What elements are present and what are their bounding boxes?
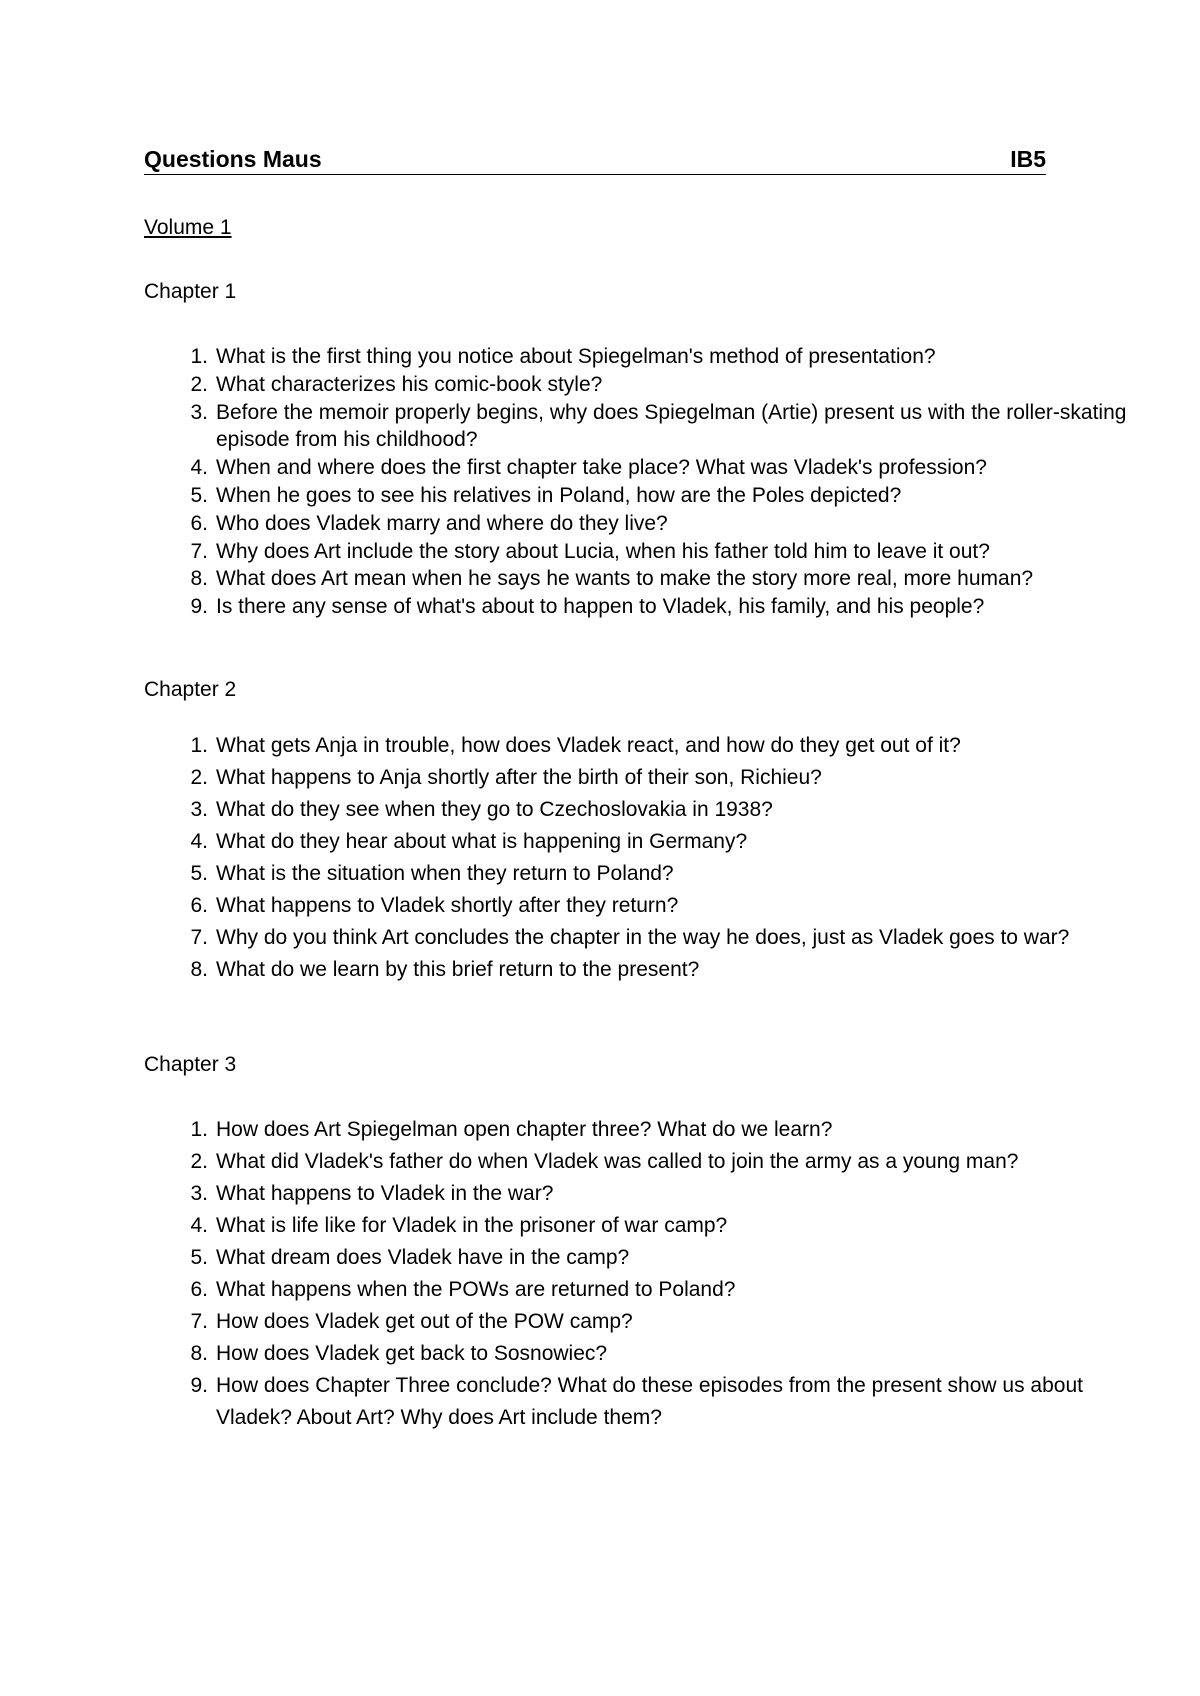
- question-text: How does Vladek get back to Sosnowiec?: [216, 1342, 608, 1365]
- question-item: 2. What happens to Anja shortly after the birth of their son, Richieu?: [190, 766, 822, 789]
- chapter-3-heading: Chapter 3: [144, 1053, 237, 1076]
- question-text: How does Chapter Three conclude? What do these episodes from the present show us about Vladek? About Art? Why does Art include them?: [216, 1374, 1083, 1429]
- question-text: What is life like for Vladek in the prisoner of war camp?: [216, 1214, 728, 1237]
- question-text: What happens when the POWs are returned to Poland?: [216, 1278, 736, 1301]
- question-item: 5. When he goes to see his relatives in Poland, how are the Poles depicted?: [190, 483, 902, 507]
- question-text: How does Vladek get out of the POW camp?: [216, 1310, 633, 1333]
- question-text: Is there any sense of what's about to happen to Vladek, his family, and his people?: [216, 595, 985, 619]
- question-item: 1. What is the first thing you notice about Spiegelman's method of presentation?: [190, 345, 936, 368]
- question-item: 9. Is there any sense of what's about to happen to Vladek, his family, and his people?: [190, 595, 985, 619]
- question-text: What is the situation when they return to Poland?: [216, 862, 674, 885]
- question-item: 6. What happens when the POWs are returned to Poland?: [190, 1278, 736, 1301]
- question-text: What characterizes his comic-book style?: [216, 372, 603, 396]
- question-item: 5. What dream does Vladek have in the camp?: [190, 1246, 630, 1269]
- question-item: 7. How does Vladek get out of the POW camp?: [190, 1310, 633, 1333]
- question-item: 2. What did Vladek's father do when Vladek was called to join the army as a young man?: [190, 1150, 1019, 1173]
- question-item: 3. What do they see when they go to Czechoslovakia in 1938?: [190, 798, 773, 821]
- question-text: What does Art mean when he says he wants to make the story more real, more human?: [216, 567, 1034, 591]
- question-item: 4. What do they hear about what is happening in Germany?: [190, 830, 748, 853]
- question-text: When he goes to see his relatives in Poland, how are the Poles depicted?: [216, 483, 902, 507]
- question-item: 8. What does Art mean when he says he wants to make the story more real, more human?: [190, 567, 1034, 591]
- question-text: What gets Anja in trouble, how does Vladek react, and how do they get out of it?: [216, 734, 961, 757]
- question-item: 6. What happens to Vladek shortly after they return?: [190, 894, 679, 917]
- question-text: What happens to Anja shortly after the birth of their son, Richieu?: [216, 766, 822, 789]
- question-text: Why do you think Art concludes the chapter in the way he does, just as Vladek goes to war?: [216, 926, 1070, 949]
- question-item: 8. What do we learn by this brief return to the present?: [190, 958, 700, 981]
- question-item: 1. How does Art Spiegelman open chapter three? What do we learn?: [190, 1118, 833, 1141]
- question-text: Who does Vladek marry and where do they live?: [216, 511, 668, 535]
- question-text: What do they hear about what is happening in Germany?: [216, 830, 748, 853]
- question-item: 3. Before the memoir properly begins, why does Spiegelman (Artie) present us with the roller-skating episode from his childhood?: [190, 400, 1127, 452]
- question-item: 6. Who does Vladek marry and where do they live?: [190, 511, 668, 535]
- question-text: What happens to Vladek shortly after they return?: [216, 894, 679, 917]
- question-item: 7. Why do you think Art concludes the chapter in the way he does, just as Vladek goes to war?: [190, 926, 1070, 949]
- question-text: What is the first thing you notice about Spiegelman's method of presentation?: [216, 345, 936, 368]
- class-code: IB5: [1010, 146, 1046, 172]
- question-text: What do we learn by this brief return to the present?: [216, 958, 700, 981]
- volume-heading: Volume 1: [144, 216, 232, 239]
- question-text: How does Art Spiegelman open chapter three? What do we learn?: [216, 1118, 833, 1141]
- question-text: What do they see when they go to Czechoslovakia in 1938?: [216, 798, 773, 821]
- question-text: When and where does the first chapter take place? What was Vladek's profession?: [216, 456, 987, 480]
- question-item: 2. What characterizes his comic-book style?: [190, 372, 603, 396]
- document-header: [144, 144, 1046, 175]
- question-item: 8. How does Vladek get back to Sosnowiec?: [190, 1342, 608, 1365]
- question-item: 9. How does Chapter Three conclude? What do these episodes from the present show us about Vladek? About Art? Why does Art include them?: [190, 1374, 1083, 1429]
- question-text: Why does Art include the story about Lucia, when his father told him to leave it out?: [216, 539, 990, 563]
- chapter-2-heading: Chapter 2: [144, 678, 237, 701]
- chapter-1-heading: Chapter 1: [144, 280, 237, 303]
- question-item: 3. What happens to Vladek in the war?: [190, 1182, 554, 1205]
- question-item: 4. What is life like for Vladek in the prisoner of war camp?: [190, 1214, 728, 1237]
- document-title: Questions Maus: [144, 146, 322, 172]
- question-item: 1. What gets Anja in trouble, how does Vladek react, and how do they get out of it?: [190, 734, 961, 757]
- question-text: What dream does Vladek have in the camp?: [216, 1246, 630, 1269]
- chapter-3-questions: [144, 1114, 1134, 1434]
- question-text: What did Vladek's father do when Vladek was called to join the army as a young man?: [216, 1150, 1019, 1173]
- question-item: 5. What is the situation when they return to Poland?: [190, 862, 674, 885]
- question-item: 4. When and where does the first chapter take place? What was Vladek's profession?: [190, 456, 987, 480]
- question-text: What happens to Vladek in the war?: [216, 1182, 554, 1205]
- question-item: 7. Why does Art include the story about Lucia, when his father told him to leave it out?: [190, 539, 990, 563]
- question-text: Before the memoir properly begins, why does Spiegelman (Artie) present us with the roller-skating episode from his childhood?: [216, 400, 1127, 452]
- chapter-1-questions: [144, 343, 1134, 621]
- chapter-2-questions: [144, 730, 1134, 986]
